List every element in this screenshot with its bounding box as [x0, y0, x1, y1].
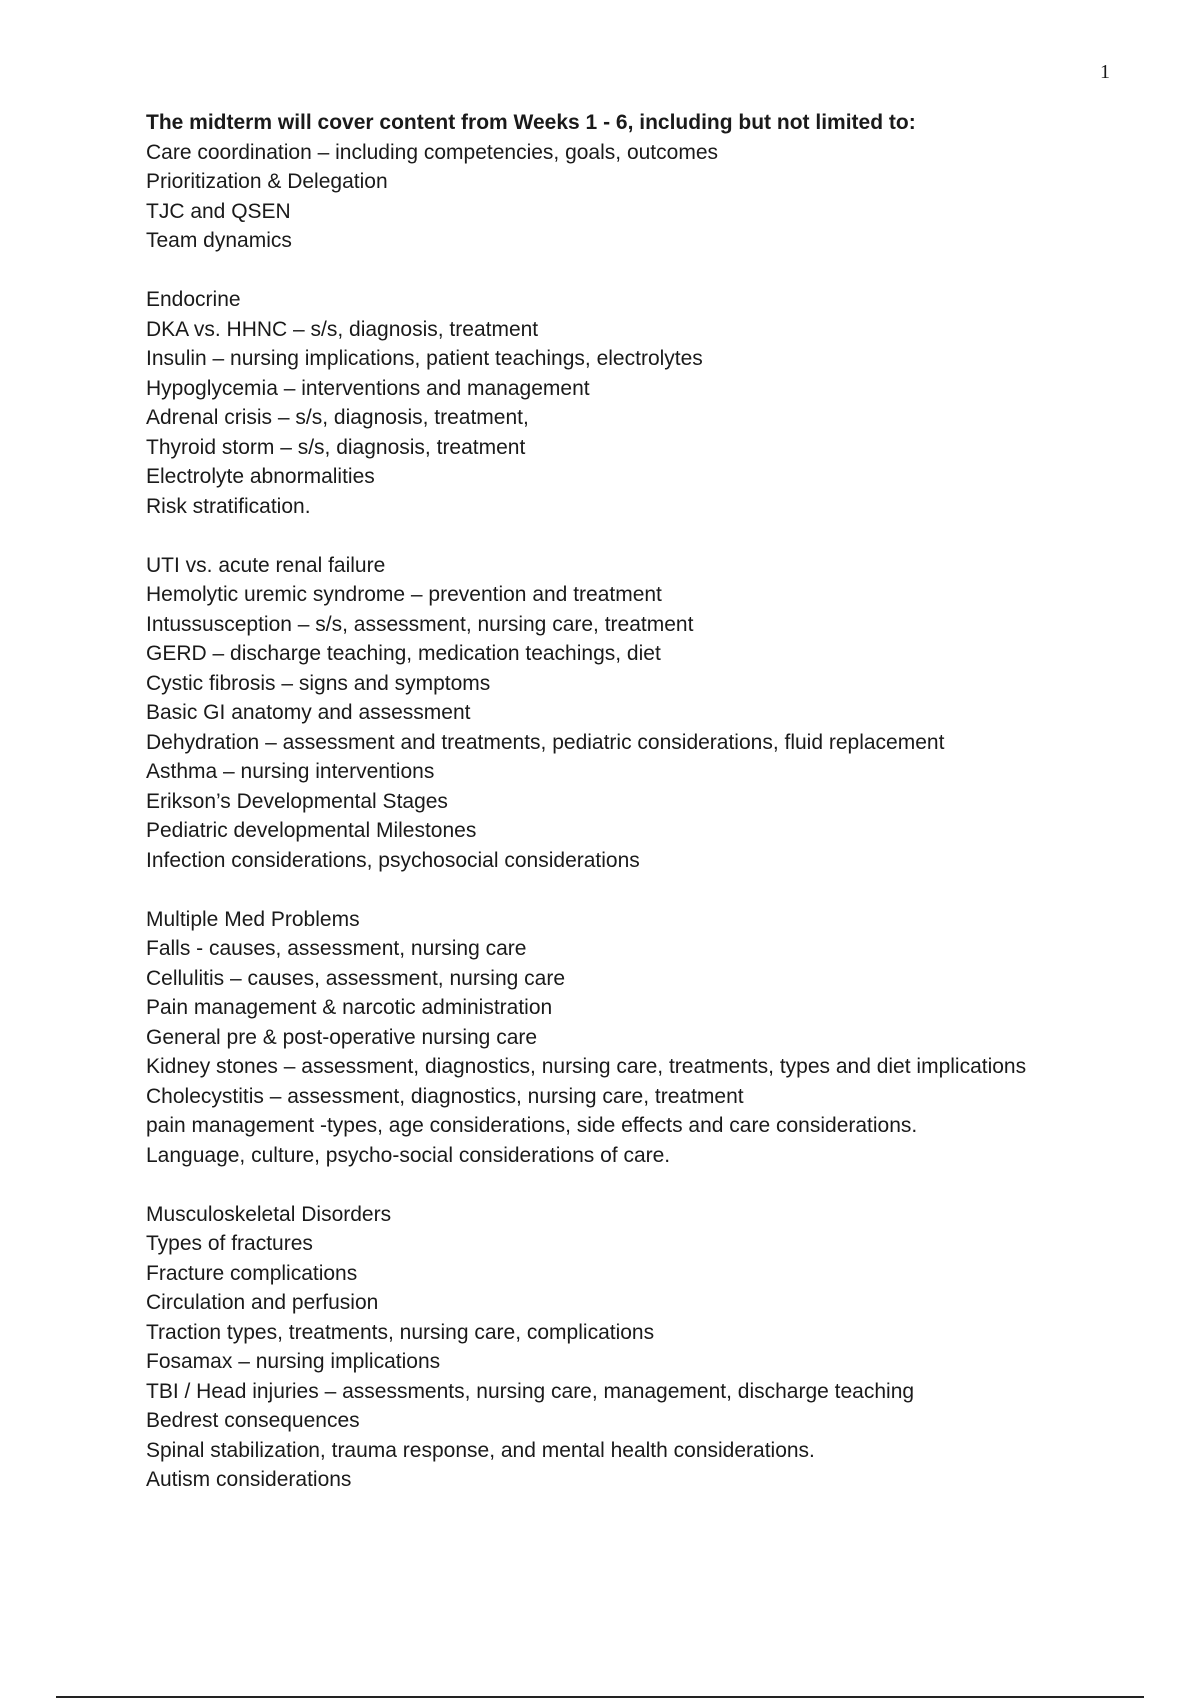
topic-line: Bedrest consequences — [146, 1409, 360, 1432]
page-number: 1 — [1100, 61, 1110, 83]
topic-line: Intussusception – s/s, assessment, nursing care, treatment — [146, 612, 694, 636]
topic-line: Spinal stabilization, trauma response, and mental health considerations. — [146, 1438, 815, 1462]
topic-line: Risk stratification. — [146, 494, 311, 518]
topic-line: Electrolyte abnormalities — [146, 465, 375, 488]
topic-line: Types of fractures — [146, 1232, 313, 1255]
topic-line: Traction types, treatments, nursing care, complications — [146, 1320, 655, 1344]
section-renal-gi-pediatrics — [146, 551, 1146, 876]
section-endocrine — [146, 285, 1146, 521]
topic-line: Insulin – nursing implications, patient teachings, electrolytes — [146, 347, 703, 370]
section-title: UTI vs. acute renal failure — [146, 553, 386, 577]
topic-line: Team dynamics — [146, 229, 292, 252]
section-title: Endocrine — [146, 288, 241, 311]
topic-line: Infection considerations, psychosocial considerations — [146, 848, 640, 872]
topic-line: Falls - causes, assessment, nursing care — [146, 937, 527, 960]
section-overview — [146, 108, 1146, 256]
topic-line: Asthma – nursing interventions — [146, 760, 435, 783]
topic-line: DKA vs. HHNC – s/s, diagnosis, treatment — [146, 317, 539, 341]
topic-line: GERD – discharge teaching, medication teachings, diet — [146, 642, 661, 665]
topic-line: Adrenal crisis – s/s, diagnosis, treatment, — [146, 406, 529, 429]
section-title: Multiple Med Problems — [146, 907, 360, 931]
topic-line: Cellulitis – causes, assessment, nursing care — [146, 966, 566, 990]
section-title: Musculoskeletal Disorders — [146, 1202, 392, 1226]
topic-line: Autism considerations — [146, 1468, 352, 1491]
topic-line: Circulation and perfusion — [146, 1291, 379, 1314]
topic-line: TBI / Head injuries – assessments, nursing care, management, discharge teaching — [146, 1379, 915, 1403]
document-heading: The midterm will cover content from Weeks 1 - 6, including but not limited to: — [146, 111, 916, 134]
topic-line: Dehydration – assessment and treatments, pediatric considerations, fluid replacement — [146, 730, 945, 754]
topic-line: Cholecystitis – assessment, diagnostics, nursing care, treatment — [146, 1084, 744, 1108]
topic-line: General pre & post-operative nursing care — [146, 1025, 538, 1049]
section-multiple-med-problems — [146, 905, 1146, 1171]
topic-line: Language, culture, psycho-social considerations of care. — [146, 1143, 671, 1167]
topic-line: Hemolytic uremic syndrome – prevention and treatment — [146, 583, 662, 606]
topic-line: Fosamax – nursing implications — [146, 1350, 441, 1373]
topic-line: Cystic fibrosis – signs and symptoms — [146, 671, 491, 695]
topic-line: TJC and QSEN — [146, 199, 291, 223]
topic-line: Hypoglycemia – interventions and management — [146, 376, 590, 400]
footer-divider — [56, 1696, 1144, 1698]
section-musculoskeletal — [146, 1200, 1146, 1495]
topic-line: Pediatric developmental Milestones — [146, 819, 477, 842]
topic-line: Erikson’s Developmental Stages — [146, 789, 448, 813]
topic-line: pain management -types, age considerations, side effects and care considerations. — [146, 1114, 918, 1137]
topic-line: Basic GI anatomy and assessment — [146, 701, 471, 724]
topic-line: Pain management & narcotic administration — [146, 996, 553, 1019]
document-body — [146, 108, 1146, 1495]
topic-line: Care coordination – including competencies, goals, outcomes — [146, 140, 718, 164]
topic-line: Prioritization & Delegation — [146, 170, 388, 193]
topic-line: Thyroid storm – s/s, diagnosis, treatment — [146, 435, 526, 459]
topic-line: Fracture complications — [146, 1261, 358, 1285]
topic-line: Kidney stones – assessment, diagnostics, nursing care, treatments, types and diet implications — [146, 1055, 1027, 1078]
